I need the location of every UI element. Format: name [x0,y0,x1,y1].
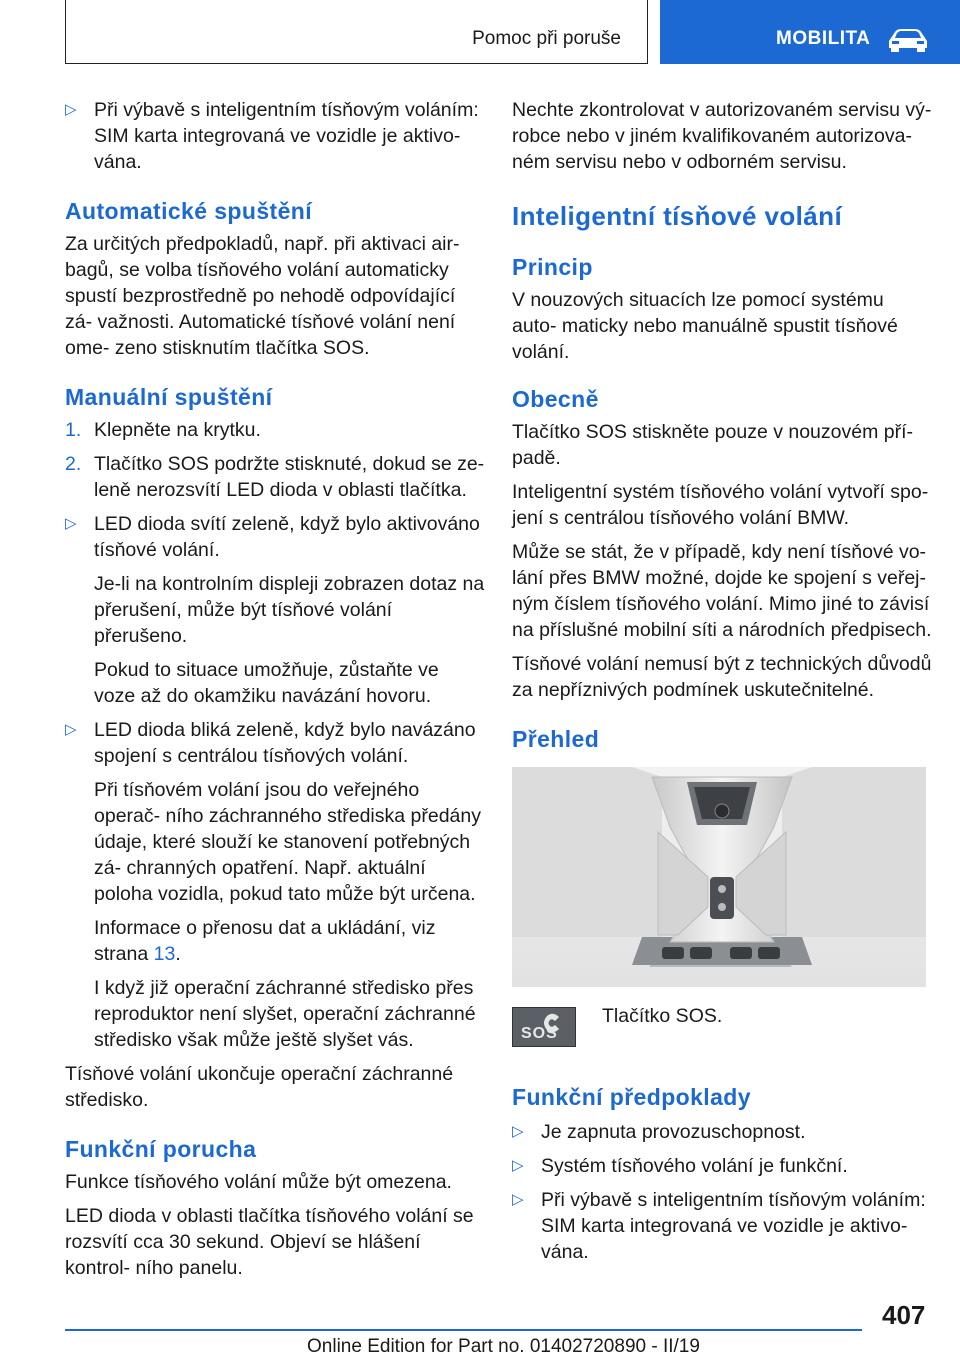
paragraph: Funkce tísňového volání může být omezena. [65,1171,452,1193]
sos-label: SOS [521,1025,558,1042]
section-heading-general: Obecně [512,386,599,412]
footer-divider [65,1329,862,1331]
section-heading-fault: Funkční porucha [65,1136,257,1162]
sub-paragraph: I když již operační záchranné středisko přes reproduktor není slyšet, operační záchranné středisko však může ještě slyšet vás. [94,977,476,1051]
step-item: 2. Tlačítko SOS podržte stisknuté, dokud se ze‐ leně nerozsvítí LED dioda v oblasti tlačítka. [65,453,485,501]
legend-row [512,1003,932,1063]
paragraph: Může se stát, že v případě, kdy není tísňové vo‐ lání přes BMW možné, dojde ke spojení s veřej‐ ným číslem tísňového volání. Mimo jiné to závisí na příslušné mobilní síti a národních předpisech. [512,541,932,641]
paragraph: Za určitých předpokladů, např. při aktivaci air‐ bagů, se volba tísňového volání automaticky spustí bezprostředně po nehodě odpovídající zá‐ važnosti. Automatické tísňové volání není ome‐ zeno stisknutím tlačítka SOS. [65,233,460,359]
chapter-tab[interactable] [660,0,960,64]
sub-paragraph: Při tísňovém volání jsou do veřejného operač‐ ního záchranného střediska předány údaje, které slouží ke stanovení potřebných zá‐ chranných opatření. Např. aktuální poloha vozidla, pokud tato může být určena. [94,779,481,905]
section-heading-auto: Automatické spuštění [65,198,312,224]
chapter-title: MOBILITA [776,28,871,49]
triangle-bullet-icon: ▷ [65,515,77,532]
main-heading: Inteligentní tísňové volání [512,201,843,231]
section-heading-prereq: Funkční předpoklady [512,1084,751,1110]
overhead-console-image [512,767,926,987]
sub-paragraph: Pokud to situace umožňuje, zůstaňte ve voze až do okamžiku navázání hovoru. [94,659,439,707]
paragraph: V nouzových situacích lze pomocí systému auto‐ maticky nebo manuálně spustit tísňové volání. [512,289,898,363]
sos-button-icon [512,1007,576,1047]
triangle-bullet-icon: ▷ [65,721,77,738]
list-item: ▷ Systém tísňového volání je funkční. [512,1155,848,1177]
paragraph: Nechte zkontrolovat v autorizovaném servisu vý‐ robce nebo v jiném kvalifikovaném autorizova‐ ném servisu nebo v odborném servisu. [512,99,932,173]
list-item: ▷ LED dioda svítí zeleně, když bylo aktivováno tísňové volání. [65,513,480,561]
car-icon [885,27,931,53]
right-column [512,97,932,1273]
triangle-bullet-icon: ▷ [512,1157,524,1174]
legend-text: Tlačítko SOS. [602,1005,723,1027]
page-reference-link[interactable]: 13 [153,943,176,965]
left-column [65,97,485,1289]
sub-paragraph: Je-li na kontrolním displeji zobrazen dotaz na přerušení, může být tísňové volání přerušeno. [94,573,485,647]
edition-text: Online Edition for Part no. 01402720890 - II/19 [307,1336,700,1357]
list-item: ▷ Při výbavě s inteligentním tísňovým voláním: SIM karta integrovaná ve vozidle je aktivo‐ vána. [65,99,479,173]
list-item: ▷ Při výbavě s inteligentním tísňovým voláním: SIM karta integrovaná ve vozidle je aktivo‐ vána. [512,1189,926,1263]
page-number: 407 [882,1300,926,1330]
paragraph: Tlačítko SOS stiskněte pouze v nouzovém pří‐ padě. [512,421,914,469]
list-item: ▷ Je zapnuta provozuschopnost. [512,1121,806,1143]
header-section-box [65,0,648,64]
triangle-bullet-icon: ▷ [65,101,77,118]
paragraph: Tísňové volání nemusí být z technických důvodů za nepříznivých podmínek uskutečnitelné. [512,653,932,701]
section-heading-overview: Přehled [512,726,600,752]
sub-paragraph: Informace o přenosu dat a ukládání, viz strana 13. [94,917,436,965]
paragraph: Tísňové volání ukončuje operační záchranné středisko. [65,1063,454,1111]
paragraph: Inteligentní systém tísňového volání vytvoří spo‐ jení s centrálou tísňového volání BMW. [512,481,929,529]
triangle-bullet-icon: ▷ [512,1191,524,1208]
section-heading-manual: Manuální spuštění [65,384,273,410]
list-item: ▷ LED dioda bliká zeleně, když bylo navázáno spojení s centrálou tísňových volání. [65,719,476,767]
step-item: 1. Klepněte na krytku. [65,419,261,441]
paragraph: LED dioda v oblasti tlačítka tísňového volání se rozsvítí cca 30 sekund. Objeví se hlášení kontrol‐ ního panelu. [65,1205,474,1279]
triangle-bullet-icon: ▷ [512,1123,524,1140]
section-heading-princip: Princip [512,254,593,280]
section-title: Pomoc při poruše [472,28,621,49]
